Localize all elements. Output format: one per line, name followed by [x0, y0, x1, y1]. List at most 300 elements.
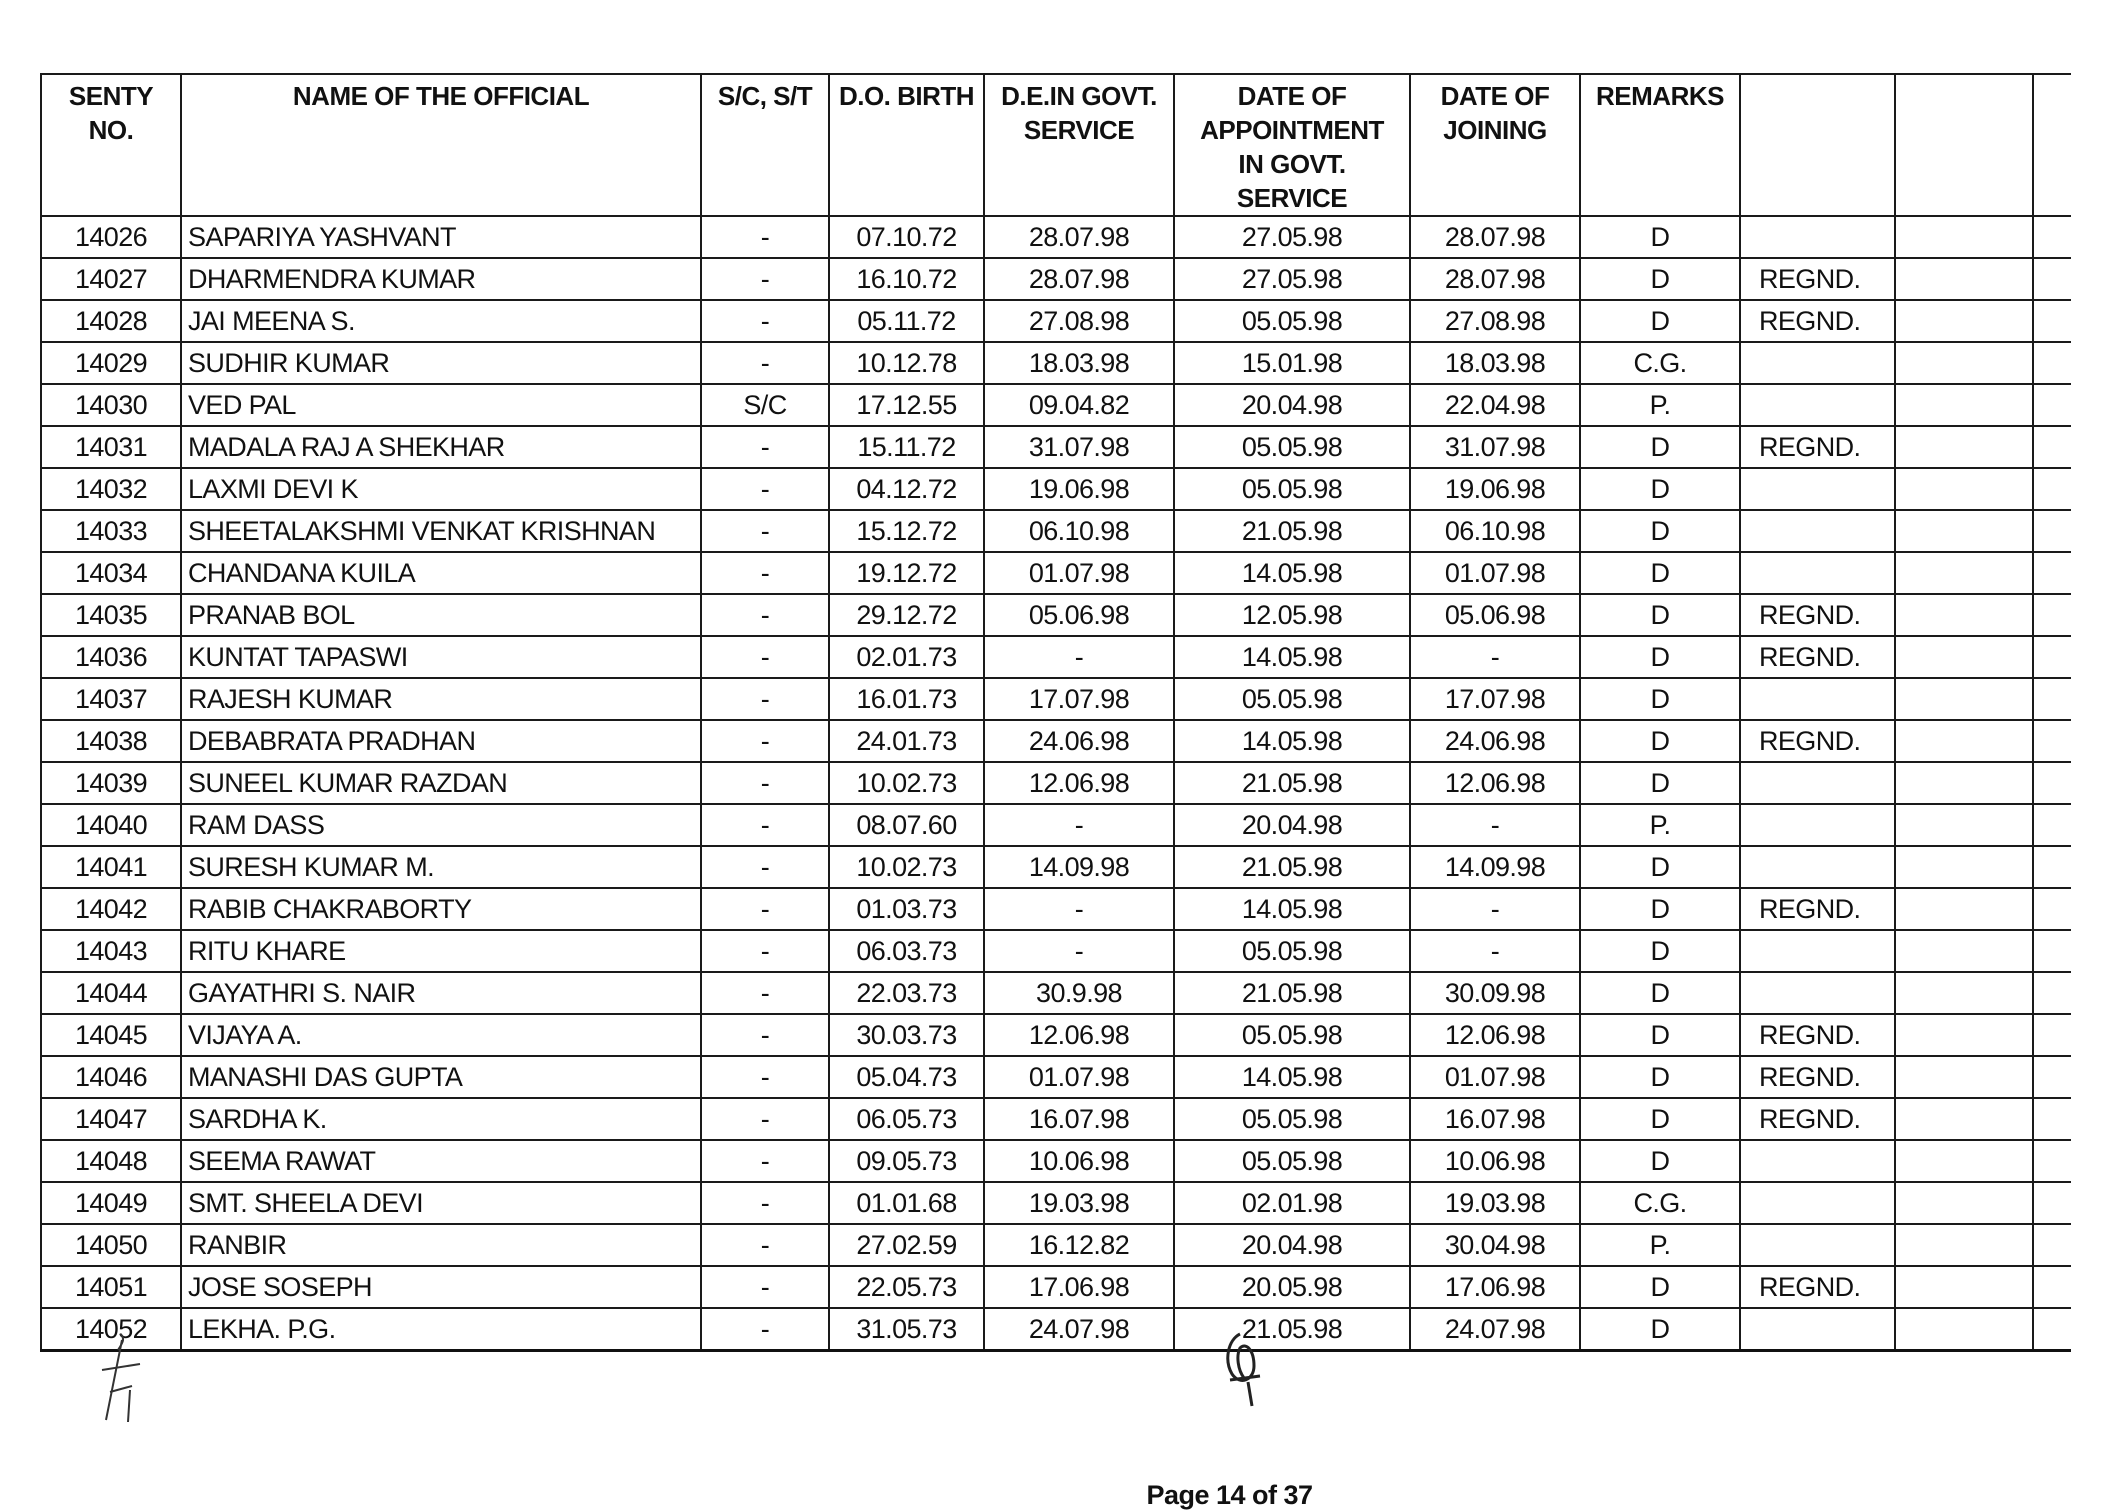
cell-remarks: D: [1580, 1098, 1740, 1140]
cell-remarks-extra: [1740, 468, 1895, 510]
cell-name: LEKHA. P.G.: [181, 1308, 701, 1351]
cell-remarks-extra: [1740, 762, 1895, 804]
cell-remarks-extra: [1740, 384, 1895, 426]
cell-de-govt: 12.06.98: [984, 1014, 1174, 1056]
cell-remarks-extra: [1740, 972, 1895, 1014]
table-row: [41, 1224, 2071, 1266]
cell-blank: [1895, 216, 2033, 258]
cell-date-appointment: 21.05.98: [1174, 762, 1410, 804]
cell-sc-st: -: [701, 1308, 829, 1351]
cell-remarks-extra: REGND.: [1740, 594, 1895, 636]
cell-blank: [1895, 1182, 2033, 1224]
cell-dob: 01.03.73: [829, 888, 984, 930]
cell-de-govt: 28.07.98: [984, 258, 1174, 300]
table-row: [41, 1014, 2071, 1056]
page-footer: [0, 1480, 2101, 1511]
cell-dob: 16.01.73: [829, 678, 984, 720]
cell-remarks-extra: [1740, 1308, 1895, 1351]
cell-remarks-extra: [1740, 1182, 1895, 1224]
cell-senty-no: 14031: [41, 426, 181, 468]
cell-date-appointment: 05.05.98: [1174, 678, 1410, 720]
cell-blank: [2033, 888, 2071, 930]
cell-remarks-extra: [1740, 804, 1895, 846]
table-row: [41, 510, 2071, 552]
cell-sc-st: -: [701, 1014, 829, 1056]
cell-name: DEBABRATA PRADHAN: [181, 720, 701, 762]
table-row: [41, 1098, 2071, 1140]
cell-date-joining: 28.07.98: [1410, 216, 1580, 258]
cell-name: SMT. SHEELA DEVI: [181, 1182, 701, 1224]
cell-de-govt: 31.07.98: [984, 426, 1174, 468]
cell-date-joining: 01.07.98: [1410, 1056, 1580, 1098]
cell-blank: [1895, 510, 2033, 552]
table-row: [41, 552, 2071, 594]
cell-blank: [2033, 552, 2071, 594]
cell-name: SEEMA RAWAT: [181, 1140, 701, 1182]
cell-senty-no: 14051: [41, 1266, 181, 1308]
cell-date-joining: 10.06.98: [1410, 1140, 1580, 1182]
cell-sc-st: -: [701, 1098, 829, 1140]
cell-date-appointment: 14.05.98: [1174, 888, 1410, 930]
cell-blank: [1895, 972, 2033, 1014]
page-number: Page 14 of 37: [1146, 1480, 1313, 1510]
cell-de-govt: 18.03.98: [984, 342, 1174, 384]
cell-dob: 17.12.55: [829, 384, 984, 426]
table-row: [41, 468, 2071, 510]
cell-date-appointment: 21.05.98: [1174, 846, 1410, 888]
cell-blank: [1895, 762, 2033, 804]
cell-senty-no: 14036: [41, 636, 181, 678]
cell-senty-no: 14035: [41, 594, 181, 636]
cell-blank: [1895, 804, 2033, 846]
cell-date-appointment: 05.05.98: [1174, 426, 1410, 468]
cell-sc-st: -: [701, 930, 829, 972]
table-row: [41, 636, 2071, 678]
cell-dob: 15.12.72: [829, 510, 984, 552]
cell-date-joining: 01.07.98: [1410, 552, 1580, 594]
cell-senty-no: 14034: [41, 552, 181, 594]
cell-name: RAM DASS: [181, 804, 701, 846]
cell-de-govt: 17.07.98: [984, 678, 1174, 720]
cell-blank: [1895, 300, 2033, 342]
cell-dob: 04.12.72: [829, 468, 984, 510]
cell-senty-no: 14046: [41, 1056, 181, 1098]
cell-blank: [2033, 594, 2071, 636]
cell-name: VIJAYA A.: [181, 1014, 701, 1056]
table-row: [41, 384, 2071, 426]
cell-name: GAYATHRI S. NAIR: [181, 972, 701, 1014]
cell-sc-st: -: [701, 1140, 829, 1182]
header-blank-2: [1895, 74, 2033, 216]
cell-dob: 22.05.73: [829, 1266, 984, 1308]
cell-date-appointment: 05.05.98: [1174, 1014, 1410, 1056]
cell-date-joining: 14.09.98: [1410, 846, 1580, 888]
table-row: [41, 342, 2071, 384]
cell-dob: 19.12.72: [829, 552, 984, 594]
header-date-appointment: DATE OF APPOINTMENT IN GOVT. SERVICE: [1174, 74, 1410, 216]
cell-blank: [2033, 468, 2071, 510]
cell-blank: [2033, 384, 2071, 426]
cell-blank: [1895, 594, 2033, 636]
cell-dob: 22.03.73: [829, 972, 984, 1014]
cell-name: MANASHI DAS GUPTA: [181, 1056, 701, 1098]
cell-remarks-extra: REGND.: [1740, 1014, 1895, 1056]
cell-blank: [2033, 1308, 2071, 1351]
cell-dob: 24.01.73: [829, 720, 984, 762]
cell-senty-no: 14048: [41, 1140, 181, 1182]
cell-blank: [1895, 468, 2033, 510]
cell-blank: [2033, 300, 2071, 342]
cell-date-appointment: 05.05.98: [1174, 930, 1410, 972]
cell-blank: [1895, 1140, 2033, 1182]
table-row: [41, 216, 2071, 258]
cell-name: RITU KHARE: [181, 930, 701, 972]
cell-remarks: D: [1580, 552, 1740, 594]
cell-remarks: P.: [1580, 1224, 1740, 1266]
cell-de-govt: -: [984, 930, 1174, 972]
table-row: [41, 300, 2071, 342]
cell-dob: 15.11.72: [829, 426, 984, 468]
cell-blank: [2033, 216, 2071, 258]
table-row: [41, 426, 2071, 468]
cell-blank: [1895, 1056, 2033, 1098]
cell-name: SUDHIR KUMAR: [181, 342, 701, 384]
cell-sc-st: -: [701, 678, 829, 720]
cell-dob: 09.05.73: [829, 1140, 984, 1182]
cell-de-govt: 16.07.98: [984, 1098, 1174, 1140]
cell-date-appointment: 12.05.98: [1174, 594, 1410, 636]
cell-blank: [2033, 258, 2071, 300]
cell-date-joining: -: [1410, 888, 1580, 930]
table-row: [41, 1056, 2071, 1098]
cell-remarks: D: [1580, 258, 1740, 300]
cell-senty-no: 14026: [41, 216, 181, 258]
table-row: [41, 594, 2071, 636]
cell-de-govt: 19.06.98: [984, 468, 1174, 510]
cell-de-govt: 17.06.98: [984, 1266, 1174, 1308]
table-row: [41, 258, 2071, 300]
cell-date-joining: -: [1410, 804, 1580, 846]
cell-remarks-extra: [1740, 678, 1895, 720]
header-date-joining: DATE OF JOINING: [1410, 74, 1580, 216]
cell-dob: 06.05.73: [829, 1098, 984, 1140]
cell-de-govt: 06.10.98: [984, 510, 1174, 552]
cell-remarks: D: [1580, 678, 1740, 720]
cell-name: KUNTAT TAPASWI: [181, 636, 701, 678]
cell-remarks-extra: [1740, 216, 1895, 258]
cell-date-joining: 24.06.98: [1410, 720, 1580, 762]
cell-date-appointment: 05.05.98: [1174, 1098, 1410, 1140]
cell-dob: 10.02.73: [829, 846, 984, 888]
cell-blank: [1895, 552, 2033, 594]
cell-date-appointment: 05.05.98: [1174, 468, 1410, 510]
cell-date-appointment: 27.05.98: [1174, 258, 1410, 300]
cell-date-appointment: 20.05.98: [1174, 1266, 1410, 1308]
cell-blank: [2033, 1014, 2071, 1056]
cell-remarks: D: [1580, 636, 1740, 678]
cell-name: MADALA RAJ A SHEKHAR: [181, 426, 701, 468]
cell-dob: 31.05.73: [829, 1308, 984, 1351]
cell-date-appointment: 15.01.98: [1174, 342, 1410, 384]
cell-remarks: D: [1580, 216, 1740, 258]
cell-remarks: D: [1580, 510, 1740, 552]
cell-date-appointment: 05.05.98: [1174, 300, 1410, 342]
cell-name: RANBIR: [181, 1224, 701, 1266]
cell-de-govt: 30.9.98: [984, 972, 1174, 1014]
header-blank-1: [1740, 74, 1895, 216]
cell-sc-st: -: [701, 888, 829, 930]
cell-senty-no: 14038: [41, 720, 181, 762]
cell-remarks-extra: [1740, 342, 1895, 384]
cell-de-govt: 14.09.98: [984, 846, 1174, 888]
cell-dob: 07.10.72: [829, 216, 984, 258]
cell-de-govt: -: [984, 804, 1174, 846]
cell-date-joining: 19.03.98: [1410, 1182, 1580, 1224]
cell-date-appointment: 21.05.98: [1174, 510, 1410, 552]
cell-blank: [2033, 426, 2071, 468]
cell-name: JOSE SOSEPH: [181, 1266, 701, 1308]
cell-de-govt: 01.07.98: [984, 552, 1174, 594]
cell-date-joining: 24.07.98: [1410, 1308, 1580, 1351]
table-row: [41, 1266, 2071, 1308]
cell-name: VED PAL: [181, 384, 701, 426]
cell-sc-st: -: [701, 1182, 829, 1224]
cell-name: SHEETALAKSHMI VENKAT KRISHNAN: [181, 510, 701, 552]
cell-blank: [1895, 846, 2033, 888]
cell-sc-st: -: [701, 804, 829, 846]
cell-de-govt: -: [984, 888, 1174, 930]
cell-blank: [2033, 636, 2071, 678]
table-row: [41, 888, 2071, 930]
cell-dob: 30.03.73: [829, 1014, 984, 1056]
cell-remarks: D: [1580, 594, 1740, 636]
cell-remarks-extra: REGND.: [1740, 636, 1895, 678]
cell-remarks: D: [1580, 888, 1740, 930]
cell-remarks: D: [1580, 426, 1740, 468]
initials-signature-left: [92, 1330, 152, 1430]
cell-sc-st: S/C: [701, 384, 829, 426]
cell-remarks-extra: [1740, 552, 1895, 594]
cell-date-appointment: 14.05.98: [1174, 552, 1410, 594]
cell-de-govt: 10.06.98: [984, 1140, 1174, 1182]
cell-sc-st: -: [701, 594, 829, 636]
cell-senty-no: 14037: [41, 678, 181, 720]
cell-remarks-extra: REGND.: [1740, 1266, 1895, 1308]
cell-de-govt: 12.06.98: [984, 762, 1174, 804]
cell-dob: 27.02.59: [829, 1224, 984, 1266]
cell-sc-st: -: [701, 258, 829, 300]
cell-remarks: D: [1580, 972, 1740, 1014]
cell-sc-st: -: [701, 552, 829, 594]
cell-remarks: D: [1580, 720, 1740, 762]
cell-date-joining: 12.06.98: [1410, 762, 1580, 804]
cell-sc-st: -: [701, 846, 829, 888]
cell-blank: [2033, 930, 2071, 972]
cell-blank: [2033, 678, 2071, 720]
cell-blank: [2033, 510, 2071, 552]
cell-name: SURESH KUMAR M.: [181, 846, 701, 888]
cell-senty-no: 14033: [41, 510, 181, 552]
table-row: [41, 1182, 2071, 1224]
cell-senty-no: 14027: [41, 258, 181, 300]
cell-name: SARDHA K.: [181, 1098, 701, 1140]
table-row: [41, 804, 2071, 846]
cell-date-joining: 30.04.98: [1410, 1224, 1580, 1266]
cell-name: SUNEEL KUMAR RAZDAN: [181, 762, 701, 804]
table-row: [41, 846, 2071, 888]
cell-de-govt: 01.07.98: [984, 1056, 1174, 1098]
cell-date-joining: 17.07.98: [1410, 678, 1580, 720]
cell-blank: [2033, 1098, 2071, 1140]
cell-dob: 16.10.72: [829, 258, 984, 300]
cell-sc-st: -: [701, 468, 829, 510]
cell-date-joining: 27.08.98: [1410, 300, 1580, 342]
table-row: [41, 720, 2071, 762]
cell-senty-no: 14032: [41, 468, 181, 510]
cell-sc-st: -: [701, 1224, 829, 1266]
cell-senty-no: 14043: [41, 930, 181, 972]
cell-remarks-extra: REGND.: [1740, 426, 1895, 468]
cell-remarks: D: [1580, 1266, 1740, 1308]
cell-senty-no: 14049: [41, 1182, 181, 1224]
header-dob: D.O. BIRTH: [829, 74, 984, 216]
cell-blank: [2033, 1056, 2071, 1098]
cell-dob: 06.03.73: [829, 930, 984, 972]
cell-date-joining: 31.07.98: [1410, 426, 1580, 468]
cell-blank: [1895, 426, 2033, 468]
cell-dob: 10.02.73: [829, 762, 984, 804]
cell-dob: 10.12.78: [829, 342, 984, 384]
cell-sc-st: -: [701, 342, 829, 384]
cell-remarks-extra: REGND.: [1740, 258, 1895, 300]
cell-sc-st: -: [701, 636, 829, 678]
cell-senty-no: 14044: [41, 972, 181, 1014]
cell-date-appointment: 27.05.98: [1174, 216, 1410, 258]
cell-blank: [2033, 972, 2071, 1014]
cell-senty-no: 14030: [41, 384, 181, 426]
table-row: [41, 762, 2071, 804]
cell-remarks: D: [1580, 1140, 1740, 1182]
cell-date-appointment: 21.05.98: [1174, 1308, 1410, 1351]
cell-dob: 08.07.60: [829, 804, 984, 846]
cell-remarks-extra: REGND.: [1740, 888, 1895, 930]
initials-signature-right: [1210, 1330, 1270, 1410]
cell-remarks-extra: REGND.: [1740, 1056, 1895, 1098]
cell-blank: [1895, 636, 2033, 678]
cell-remarks: D: [1580, 1308, 1740, 1351]
cell-date-joining: -: [1410, 930, 1580, 972]
cell-remarks: D: [1580, 468, 1740, 510]
cell-name: DHARMENDRA KUMAR: [181, 258, 701, 300]
cell-name: SAPARIYA YASHVANT: [181, 216, 701, 258]
table-row: [41, 1140, 2071, 1182]
cell-sc-st: -: [701, 1266, 829, 1308]
cell-remarks-extra: [1740, 930, 1895, 972]
cell-date-joining: -: [1410, 636, 1580, 678]
cell-dob: 01.01.68: [829, 1182, 984, 1224]
cell-blank: [1895, 1308, 2033, 1351]
table-row: [41, 930, 2071, 972]
cell-dob: 29.12.72: [829, 594, 984, 636]
cell-date-joining: 18.03.98: [1410, 342, 1580, 384]
seniority-table: [40, 73, 2071, 1352]
cell-blank: [2033, 342, 2071, 384]
cell-de-govt: 16.12.82: [984, 1224, 1174, 1266]
cell-date-joining: 06.10.98: [1410, 510, 1580, 552]
cell-de-govt: 19.03.98: [984, 1182, 1174, 1224]
cell-de-govt: -: [984, 636, 1174, 678]
cell-senty-no: 14041: [41, 846, 181, 888]
cell-blank: [1895, 1014, 2033, 1056]
cell-senty-no: 14045: [41, 1014, 181, 1056]
table-row: [41, 1308, 2071, 1351]
cell-blank: [1895, 678, 2033, 720]
cell-date-appointment: 02.01.98: [1174, 1182, 1410, 1224]
cell-date-appointment: 14.05.98: [1174, 1056, 1410, 1098]
header-sc-st: S/C, S/T: [701, 74, 829, 216]
cell-name: LAXMI DEVI K: [181, 468, 701, 510]
cell-sc-st: -: [701, 720, 829, 762]
cell-remarks-extra: [1740, 510, 1895, 552]
cell-de-govt: 09.04.82: [984, 384, 1174, 426]
cell-blank: [1895, 1224, 2033, 1266]
cell-date-appointment: 20.04.98: [1174, 384, 1410, 426]
cell-date-joining: 12.06.98: [1410, 1014, 1580, 1056]
cell-remarks: D: [1580, 1056, 1740, 1098]
cell-senty-no: 14040: [41, 804, 181, 846]
cell-sc-st: -: [701, 762, 829, 804]
table-row: [41, 972, 2071, 1014]
header-de-govt: D.E.IN GOVT. SERVICE: [984, 74, 1174, 216]
header-blank-3: [2033, 74, 2071, 216]
cell-date-joining: 16.07.98: [1410, 1098, 1580, 1140]
cell-remarks-extra: REGND.: [1740, 1098, 1895, 1140]
cell-remarks-extra: REGND.: [1740, 720, 1895, 762]
cell-date-joining: 19.06.98: [1410, 468, 1580, 510]
cell-blank: [1895, 1098, 2033, 1140]
cell-blank: [1895, 258, 2033, 300]
cell-date-appointment: 20.04.98: [1174, 804, 1410, 846]
cell-date-joining: 22.04.98: [1410, 384, 1580, 426]
cell-name: PRANAB BOL: [181, 594, 701, 636]
cell-date-appointment: 20.04.98: [1174, 1224, 1410, 1266]
cell-date-appointment: 21.05.98: [1174, 972, 1410, 1014]
cell-name: RAJESH KUMAR: [181, 678, 701, 720]
cell-dob: 05.11.72: [829, 300, 984, 342]
cell-remarks: P.: [1580, 804, 1740, 846]
cell-remarks-extra: [1740, 1140, 1895, 1182]
cell-sc-st: -: [701, 216, 829, 258]
cell-blank: [2033, 1266, 2071, 1308]
cell-senty-no: 14042: [41, 888, 181, 930]
cell-remarks: C.G.: [1580, 1182, 1740, 1224]
cell-senty-no: 14039: [41, 762, 181, 804]
cell-remarks-extra: REGND.: [1740, 300, 1895, 342]
cell-remarks: D: [1580, 762, 1740, 804]
cell-blank: [2033, 846, 2071, 888]
cell-senty-no: 14028: [41, 300, 181, 342]
cell-blank: [1895, 720, 2033, 762]
cell-de-govt: 24.07.98: [984, 1308, 1174, 1351]
table-body: [41, 216, 2071, 1351]
cell-blank: [2033, 762, 2071, 804]
cell-date-joining: 30.09.98: [1410, 972, 1580, 1014]
cell-blank: [1895, 930, 2033, 972]
cell-blank: [2033, 1224, 2071, 1266]
cell-date-appointment: 14.05.98: [1174, 720, 1410, 762]
cell-name: CHANDANA KUILA: [181, 552, 701, 594]
cell-senty-no: 14029: [41, 342, 181, 384]
